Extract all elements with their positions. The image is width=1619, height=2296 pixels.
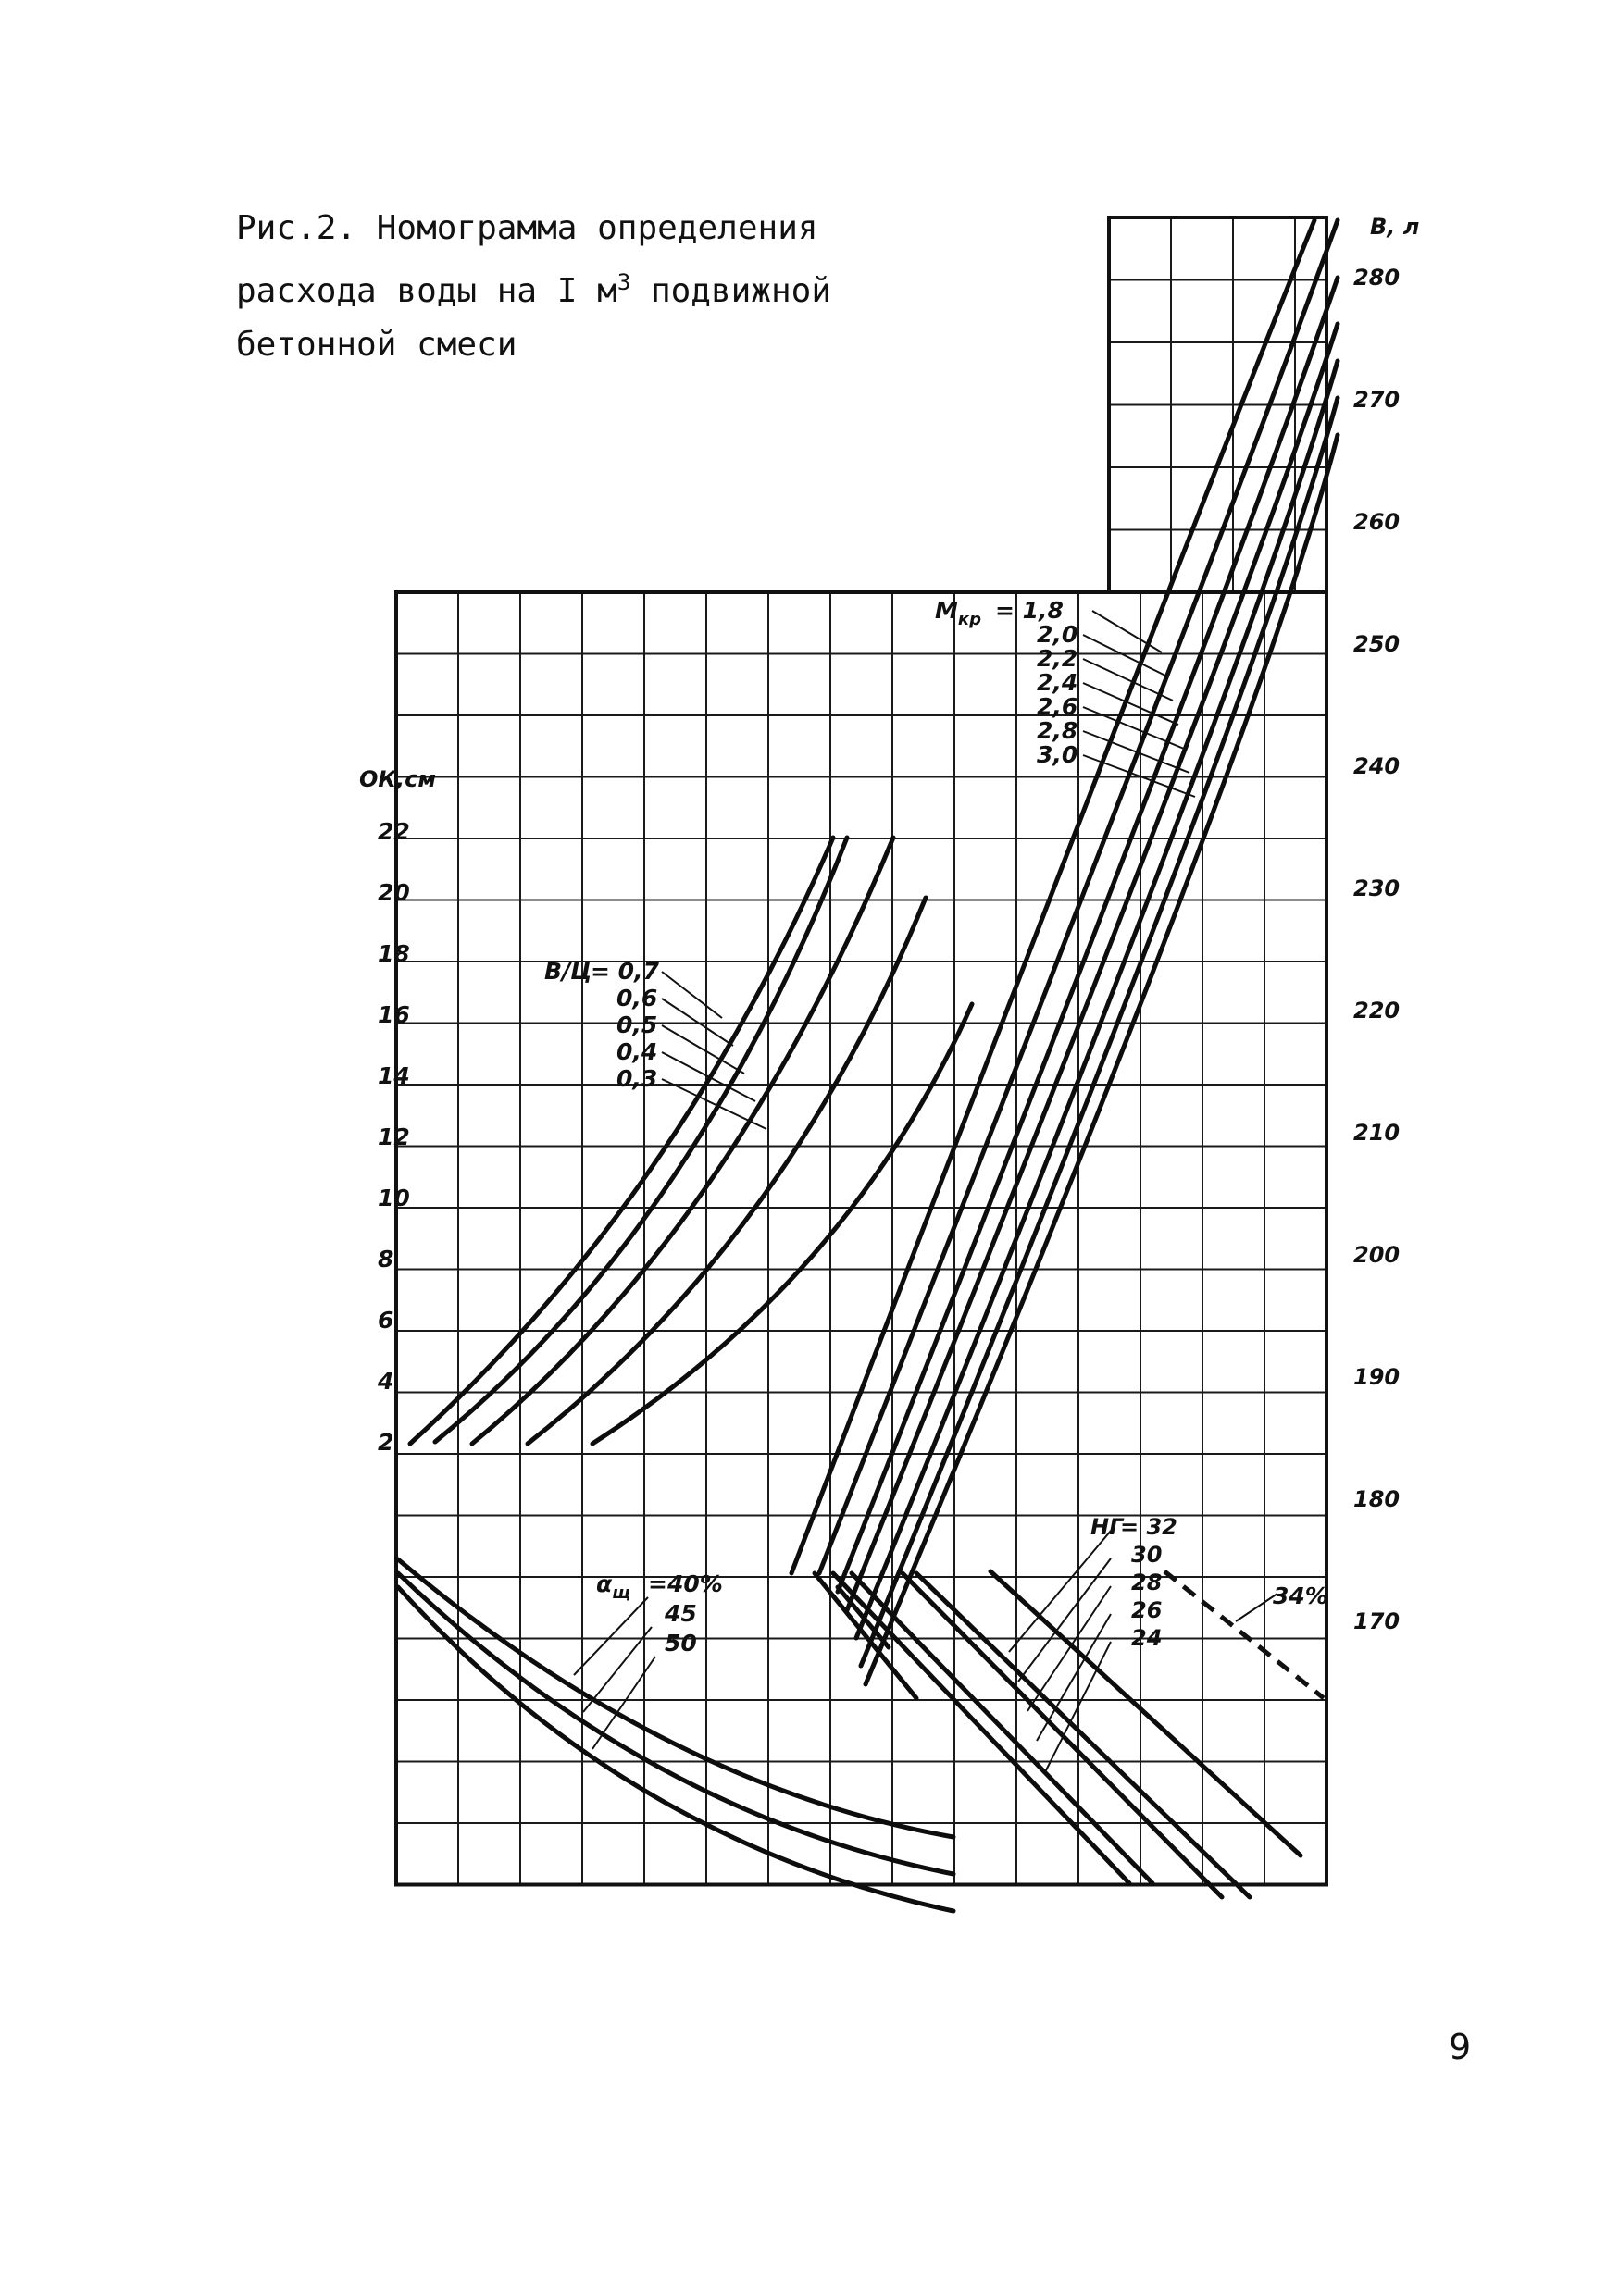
vc-leader-4 — [662, 1079, 766, 1129]
right-tick-250: 250 — [1353, 631, 1401, 657]
right-tick-240: 240 — [1353, 753, 1401, 779]
caption-line-3: бетонной смеси — [236, 326, 517, 364]
vc-label-3: 0,4 — [616, 1038, 658, 1065]
right-tick-230: 230 — [1353, 875, 1401, 901]
ng-label-0: = 32 — [1120, 1514, 1177, 1540]
mkr-subscript: кр — [957, 610, 981, 629]
vc-label-1: 0,6 — [616, 985, 658, 1011]
left-tick-20: 20 — [378, 879, 410, 906]
right-tick-180: 180 — [1353, 1486, 1401, 1512]
ng-leader-3 — [1037, 1614, 1111, 1741]
left-tick-22: 22 — [378, 818, 410, 845]
alpha-label-1: 45 — [665, 1600, 697, 1627]
page-number: 9 — [1449, 2027, 1472, 2067]
vc-leader-2 — [662, 1025, 744, 1074]
mkr-family-label — [935, 597, 981, 629]
ng-family-label: НГ — [1090, 1514, 1124, 1540]
alpha-label-0: =40% — [648, 1570, 723, 1597]
alpha-label-2: 50 — [665, 1630, 697, 1657]
vc-leader-0 — [662, 972, 722, 1018]
mkr-label-4: 2,6 — [1037, 693, 1078, 720]
right-tick-260: 260 — [1353, 509, 1401, 535]
left-tick-18: 18 — [378, 940, 410, 967]
caption-line-1: Рис.2. Номограмма определения — [236, 209, 818, 247]
mkr-prefix: М — [935, 597, 958, 624]
mkr-label-6: 3,0 — [1037, 741, 1078, 768]
right-tick-220: 220 — [1353, 998, 1401, 1024]
left-tick-16: 16 — [378, 1001, 410, 1028]
caption-line-2-text: расхода воды на I м — [236, 272, 617, 310]
ng-dashed-leader — [1236, 1594, 1277, 1621]
ng-line-0 — [833, 1573, 1129, 1883]
caption-line-2-end: подвижной — [630, 272, 832, 310]
ng-label-4: 24 — [1131, 1625, 1163, 1651]
vc-curve-0 — [410, 838, 833, 1444]
left-axis-label: ОК,см — [359, 766, 436, 792]
vc-label-0: = 0,7 — [591, 958, 659, 985]
left-tick-6: 6 — [378, 1307, 394, 1334]
mkr-curve-2 — [838, 278, 1338, 1592]
alpha-leader-0 — [574, 1597, 648, 1675]
right-tick-210: 210 — [1353, 1120, 1401, 1146]
ng-line-3 — [916, 1573, 1250, 1897]
right-axis-label: В, л — [1370, 214, 1420, 240]
mkr-labels — [995, 597, 1077, 768]
alpha-labels — [648, 1570, 723, 1657]
left-tick-2: 2 — [378, 1429, 394, 1456]
vc-curve-1 — [435, 838, 847, 1442]
right-tick-170: 170 — [1353, 1608, 1401, 1634]
ng-leader-2 — [1027, 1586, 1111, 1711]
alpha-subscript: щ — [612, 1583, 631, 1603]
right-tick-200: 200 — [1353, 1242, 1401, 1268]
nomogram-grid — [396, 217, 1326, 1885]
left-axis-ticks — [377, 818, 410, 1456]
vc-label-2: 0,5 — [616, 1011, 658, 1038]
mkr-label-3: 2,4 — [1037, 669, 1078, 696]
alpha-prefix: α — [596, 1570, 613, 1597]
vc-labels — [591, 958, 660, 1092]
left-tick-12: 12 — [378, 1123, 410, 1150]
mkr-leader-4 — [1083, 707, 1184, 749]
right-tick-190: 190 — [1353, 1364, 1401, 1390]
vc-leader-3 — [662, 1052, 755, 1101]
mkr-label-2: 2,2 — [1037, 645, 1078, 672]
mkr-label-5: 2,8 — [1037, 717, 1078, 744]
right-tick-280: 280 — [1353, 265, 1401, 291]
vc-family-label: В/Ц — [544, 958, 592, 985]
ng-label-1: 30 — [1131, 1542, 1163, 1568]
ng-dashed-label: 34% — [1273, 1582, 1328, 1609]
ng-label-3: 26 — [1131, 1597, 1163, 1623]
vc-label-4: 0,3 — [616, 1065, 658, 1092]
caption-superscript: 3 — [616, 269, 631, 295]
left-tick-14: 14 — [378, 1062, 410, 1089]
alpha-family-label — [596, 1570, 630, 1603]
mkr-label-1: 2,0 — [1037, 621, 1078, 648]
ng-labels — [1120, 1514, 1177, 1651]
ng-label-2: 28 — [1131, 1570, 1163, 1595]
left-tick-4: 4 — [378, 1368, 394, 1395]
right-axis-ticks — [1353, 265, 1400, 1634]
left-tick-8: 8 — [378, 1246, 394, 1272]
mkr-leader-1 — [1083, 635, 1167, 676]
nomogram-curves — [398, 220, 1338, 1911]
mkr-label-0: = 1,8 — [995, 597, 1064, 624]
left-tick-10: 10 — [378, 1185, 410, 1211]
right-tick-270: 270 — [1353, 387, 1401, 413]
